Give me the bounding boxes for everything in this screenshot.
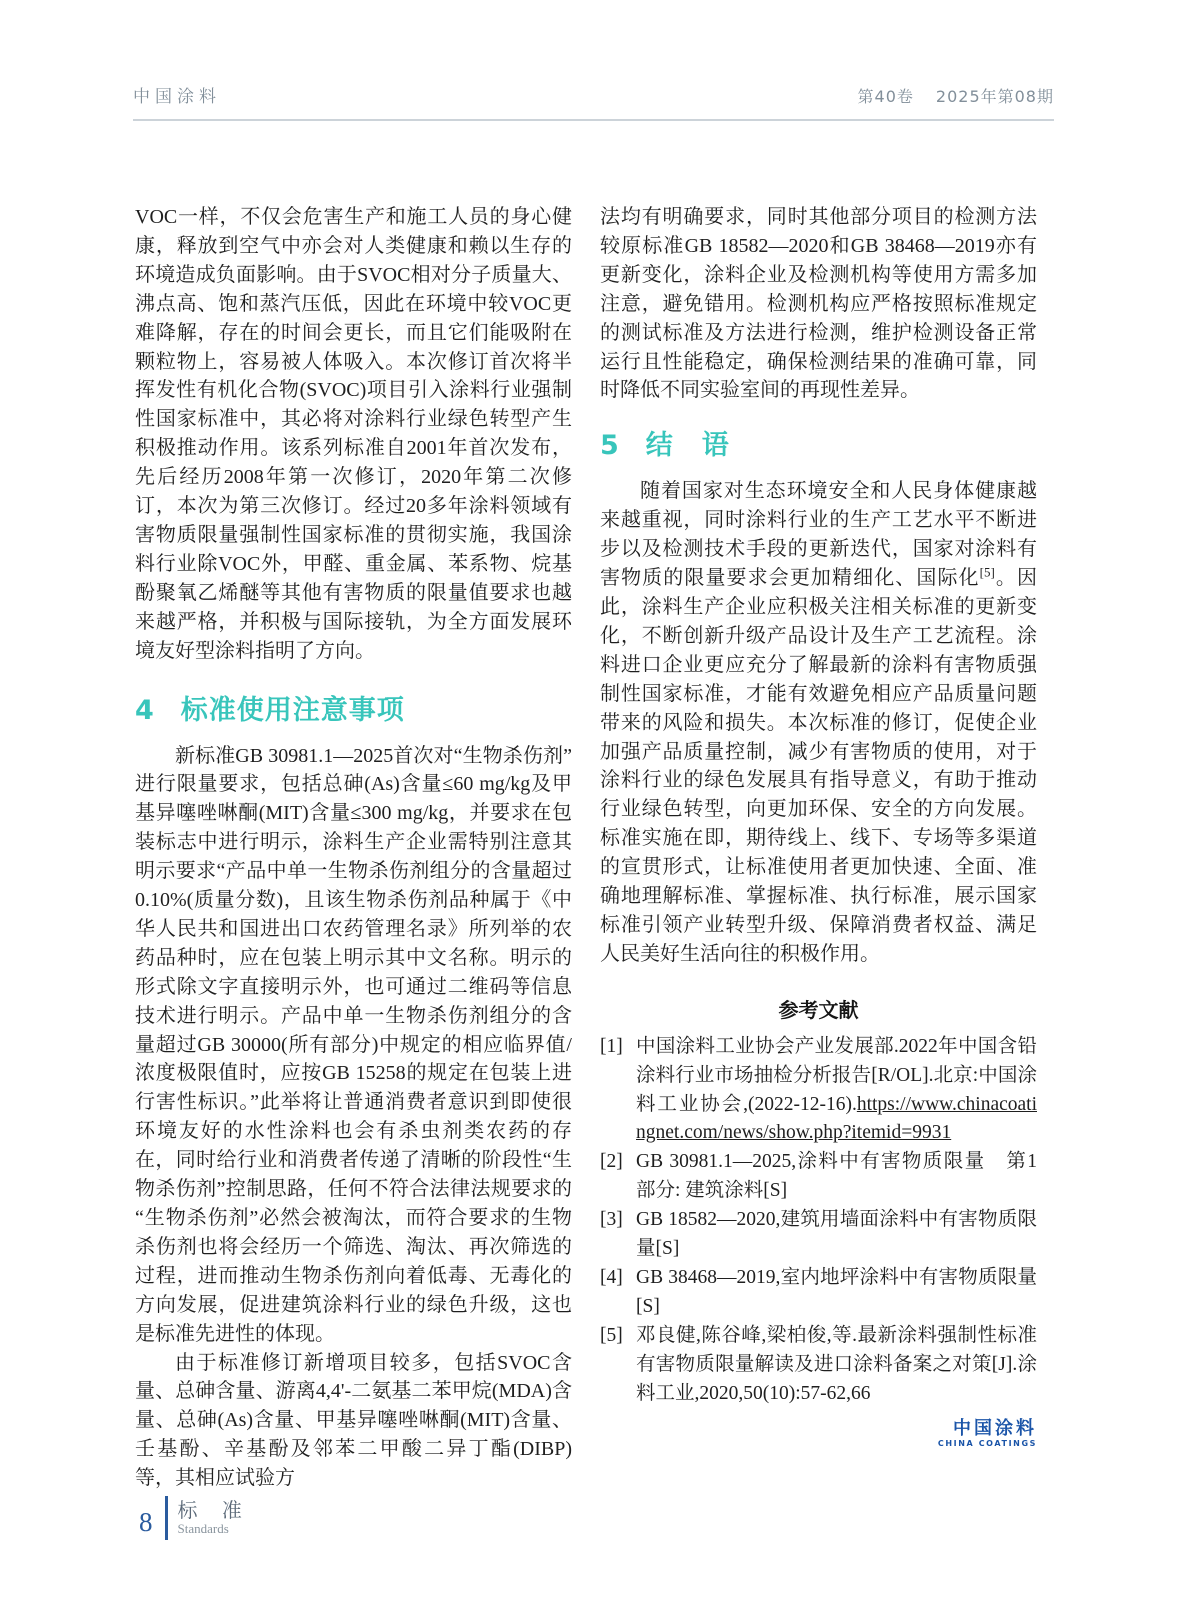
references-title: 参考文献: [778, 997, 859, 1022]
reference-label: [3]: [600, 1209, 623, 1231]
reference-text: GB 38468—2019,室内地坪涂料中有害物质限量[S]: [636, 1267, 1037, 1317]
reference-item: [600, 1148, 1037, 1206]
body-paragraph-continuation: VOC一样，不仅会危害生产和施工人员的身心健康，释放到空气中亦会对人类健康和赖以生存的环境造成负面影响。由于SVOC相对分子质量大、沸点高、饱和蒸汽压低，因此在环境中较VOC更难降解，存在的时间会更长，而且它们能吸附在颗粒物上，容易被人体吸入。本次修订首次将半挥发性有机化合物(SVOC)项目引入涂料行业强制性国家标准中，其必将对涂料行业绿色转型产生积极推动作用。该系列标准自2001年首次发布，先后经历2008年第一次修订，2020年第二次修订，本次为第三次修订。经过20多年涂料领域有害物质限量强制性国家标准的贯彻实施，我国涂料行业除VOC外，甲醛、重金属、苯系物、烷基酚聚氧乙烯醚等其他有害物质的限量值要求也越来越严格，并积极与国际接轨，为全方面发展环境友好型涂料指明了方向。: [135, 206, 572, 662]
reference-label: [4]: [600, 1267, 623, 1288]
section-title: 结 语: [645, 430, 730, 462]
body-paragraph: [600, 477, 1037, 968]
journal-name: 中国涂料: [133, 87, 221, 107]
page-number: 8: [139, 1506, 153, 1537]
logo-english-text: CHINA COATINGS: [937, 1439, 1037, 1449]
reference-item: [600, 1206, 1037, 1264]
issue-info: [858, 84, 1054, 107]
body-paragraph: 由于标准修订新增项目较多，包括SVOC含量、总砷含量、游离4,4'-二氨基二苯甲烷(MDA)含量、总砷(As)含量、甲基异噻唑啉酮(MIT)含量、壬基酚、辛基酚及邻苯二甲酸二异丁酯(DIBP)等，其相应试验方: [135, 1351, 572, 1490]
reference-label: [1]: [600, 1035, 623, 1057]
paragraph-text: 随着国家对生态环境安全和人民身体健康越来越重视，同时涂料行业的生产工艺水平不断进步以及检测技术手段的更新迭代，国家对涂料有害物质的限量要求会更加精细化、国际化: [600, 480, 1037, 590]
page-footer: [139, 1496, 251, 1540]
right-column: [600, 203, 1037, 1449]
body-paragraph: 新标准GB 30981.1—2025首次对“生物杀伤剂”进行限量要求，包括总砷(As)含量≤60 mg/kg及甲基异噻唑啉酮(MIT)含量≤300 mg/kg，并要求在包装标志中进行明示，涂料生产企业需特别注意其明示要求“产品中单一生物杀伤剂组分的含量超过0.10%(质量分数)，且该生物杀伤剂品种属于《中华人民共和国进出口农药管理名录》所列举的农药品种时，应在包装上明示其中文名称。明示的形式除文字直接明示外，也可通过二维码等信息技术进行明示。产品中单一生物杀伤剂组分的含量超过GB 30000(所有部分)中规定的相应临界值/浓度极限值时，应按GB 15258的规定在包装上进行害性标识。”此举将让普通消费者意识到即使很环境友好的水性涂料也会有杀虫剂类农药的存在，同时给行业和消费者传递了清晰的阶段性“生物杀伤剂”控制思路，任何不符合法律法规要求的“生物杀伤剂”必然会被淘汰，而符合要求的生物杀伤剂也将会经历一个筛选、淘汰、再次筛选的过程，进而推动生物杀伤剂向着低毒、无毒化的方向发展，促进建筑涂料行业的绿色升级，这也是标准先进性的体现。: [135, 744, 572, 1345]
footer-section: [178, 1499, 251, 1537]
section-number: 4: [135, 694, 154, 726]
reference-label: [2]: [600, 1151, 623, 1173]
reference-label: [5]: [600, 1324, 623, 1346]
section-heading-4: [135, 694, 572, 728]
volume-label: 第40卷: [857, 87, 914, 106]
body-paragraph-continuation: 法均有明确要求，同时其他部分项目的检测方法较原标准GB 18582—2020和GB 38468—2019亦有更新变化，涂料企业及检测机构等使用方需多加注意，避免错用。检测机构应严格按照标准规定的测试标准及方法进行检测，维护检测设备正常运行且性能稳定，确保检测结果的准确可靠，同时降低不同实验室间的再现性差异。: [600, 206, 1037, 402]
paragraph-text: 。因此，涂料生产企业应积极关注相关标准的更新变化，不断创新升级产品设计及生产工艺流程。涂料进口企业更应充分了解最新的涂料有害物质强制性国家标准，才能有效避免相应产品质量问题带来的风险和损失。本次标准的修订，促使企业加强产品质量控制，减少有害物质的使用，对于涂料行业的绿色发展具有指导意义，有助于推动行业绿色转型，向更加环保、安全的方向发展。标准实施在即，期待线上、线下、专场等多渠道的宣贯形式，让标准使用者更加快速、全面、准确地理解标准、掌握标准、执行标准，展示国家标准引领产业转型升级、保障消费者权益、满足人民美好生活向往的积极作用。: [600, 567, 1038, 965]
citation-superscript: [5]: [979, 564, 995, 580]
footer-divider: [165, 1496, 168, 1540]
reference-item: [600, 1033, 1037, 1149]
reference-text: GB 30981.1—2025,涂料中有害物质限量 第1部分: 建筑涂料[S]: [636, 1151, 1037, 1202]
left-column: [135, 203, 572, 1493]
issue-label: 2025年第08期: [935, 87, 1054, 106]
section-heading-5: [600, 429, 1037, 463]
reference-text: 中国涂料工业协会产业发展部.2022年中国含铅涂料行业市场抽检分析报告[R/OL].北京:中国涂料工业协会,(2022-12-16).: [636, 1035, 1037, 1115]
china-coatings-logo: [600, 1419, 1037, 1450]
reference-item: [600, 1322, 1037, 1409]
reference-link[interactable]: https://www.chinacoatingnet.com/news/show.php?itemid=9931: [636, 1093, 1037, 1144]
reference-item: [600, 1264, 1037, 1322]
footer-section-chinese: 标 准: [177, 1498, 251, 1522]
reference-text: GB 18582—2020,建筑用墙面涂料中有害物质限量[S]: [636, 1209, 1037, 1260]
footer-section-english: Standards: [177, 1521, 229, 1536]
logo-chinese-text: 中国涂料: [953, 1417, 1037, 1439]
section-number: 5: [600, 430, 619, 462]
reference-text: 邓良健,陈谷峰,梁柏俊,等.最新涂料强制性标准有害物质限量解读及进口涂料备案之对策[J].涂料工业,2020,50(10):57-62,66: [636, 1324, 1037, 1404]
section-title: 标准使用注意事项: [180, 694, 405, 726]
page-header: [133, 82, 1054, 121]
